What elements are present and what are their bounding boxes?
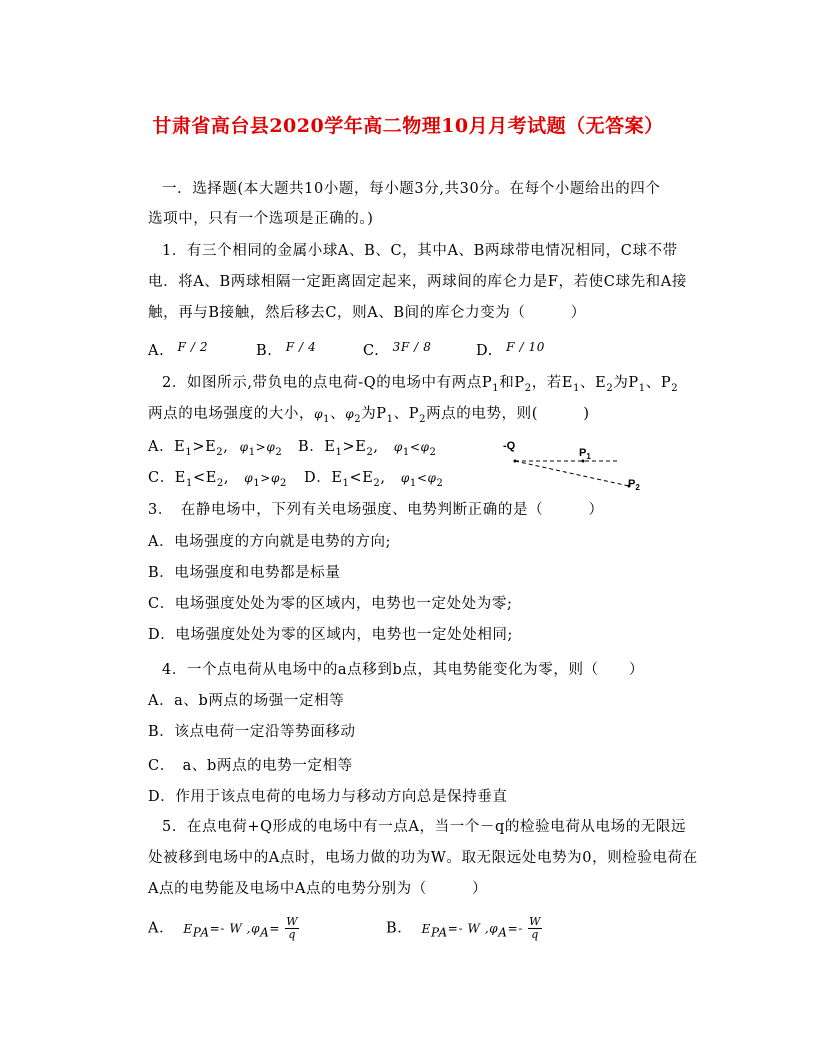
q2-option-c: C．$E_1<E_2$, $\varphi_1>\varphi_2$: [148, 470, 287, 489]
section-heading-line1: 一．选择题(本大题共10小题，每小题3分,共30分。在每个小题给出的四个: [162, 181, 661, 197]
q5-option-a-fraction: $\frac{W}{q}$: [286, 915, 299, 941]
q1-option-a: A. $^{F / 2}$: [148, 340, 209, 359]
figure-p1-point: [582, 460, 585, 463]
q3-option-b: B．电场强度和电势都是标量: [148, 565, 341, 581]
q2-figure: [495, 436, 655, 496]
q1-line1: 1．有三个相同的金属小球A、B、C，其中A、B两球带电情况相同，C球不带: [162, 243, 678, 259]
q5-option-b: B． $E_{PA}=-$ W $,\varphi_A=-$ $\frac{W}{q}$: [386, 915, 542, 941]
figure-dashed-diagonal: [515, 461, 629, 486]
q2-option-d: D．$E_1<E_2$, $\varphi_1<\varphi_2$: [304, 470, 444, 489]
q2-option-a: A．$E_1>E_2$, $\varphi_1>\varphi_2$: [148, 439, 283, 458]
figure-p2-label: $P_2$: [628, 478, 640, 492]
section-heading-line2: 选项中，只有一个选项是正确的。): [148, 211, 374, 227]
q5-option-a: A． $E_{PA}=-$ W $,\varphi_A=$ $\frac{W}{q}$: [148, 915, 299, 941]
q4-option-b: B．该点电荷一定沿等势面移动: [148, 724, 356, 740]
q2-line2: 两点的电场强度的大小，$\varphi_1$、$\varphi_2$为$P_1$、$P_2$两点的电势，则( ): [148, 406, 590, 425]
q3-stem: 3． 在静电场中，下列有关电场强度、电势判断正确的是（ ）: [148, 502, 604, 518]
q1-option-d: D. $^{F / 10}$: [476, 340, 546, 359]
q1-option-b-expr: F / 4: [285, 340, 317, 354]
q1-line2: 电．将A、B两球相隔一定距离固定起来，两球间的库仑力是F，若使C球先和A接: [148, 274, 687, 290]
q5-line3: A点的电势能及电场中A点的电势分别为（ ）: [148, 881, 488, 897]
q3-option-a: A．电场强度的方向就是电势的方向;: [148, 534, 392, 550]
q3-option-d: D．电场强度处处为零的区域内，电势也一定处处相同;: [148, 627, 514, 643]
q5-line2: 处被移到电场中的A点时，电场力做的功为W。取无限远处电势为0，则检验电荷在: [148, 850, 698, 866]
figure-charge-point: [514, 460, 517, 463]
q4-option-c: C． a、b两点的电势一定相等: [148, 758, 353, 774]
q3-option-c: C．电场强度处处为零的区域内，电势也一定处处为零;: [148, 596, 513, 612]
page-title: 甘肃省高台县2020学年高二物理10月月考试题（无答案）: [152, 115, 664, 137]
q1-line3: 触，再与B接触，然后移去C，则A、B间的库仑力变为（ ）: [148, 305, 586, 321]
q2-line1: 2．如图所示,带负电的点电荷-Q的电场中有两点$P_1$和$P_2$，若$E_1$、$E_2$为$P_1$、$P_2$: [162, 375, 679, 394]
q1-option-c-expr: 3F / 8: [392, 340, 432, 354]
q2-option-b: B．$E_1>E_2$, $\varphi_1<\varphi_2$: [298, 439, 437, 458]
q5-line1: 5．在点电荷+Q形成的电场中有一点A，当一个－q的检验电荷从电场的无限远: [162, 819, 687, 835]
figure-p1-label: $P_1$: [579, 447, 591, 461]
q1-option-d-expr: F / 10: [506, 340, 546, 354]
q4-stem: 4．一个点电荷从电场中的a点移到b点，其电势能变化为零，则（ ）: [162, 662, 644, 678]
q4-option-d: D．作用于该点电荷的电场力与移动方向总是保持垂直: [148, 789, 508, 805]
q1-option-a-expr: F / 2: [177, 340, 209, 354]
q1-option-b: B. $^{F / 4}$: [256, 340, 317, 359]
q1-option-c: C. $^{3F / 8}$: [363, 340, 432, 359]
q4-option-a: A．a、b两点的场强一定相等: [148, 693, 345, 709]
figure-charge-label: -Q: [503, 440, 516, 452]
q5-option-b-fraction: $\frac{W}{q}$: [529, 915, 542, 941]
